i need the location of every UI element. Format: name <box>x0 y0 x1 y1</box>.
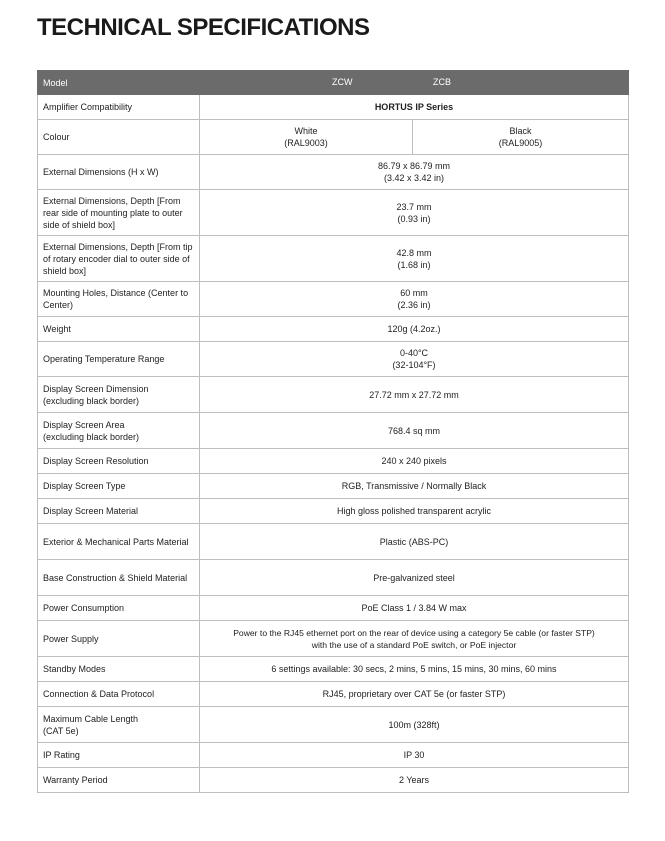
table-row <box>38 317 629 342</box>
row-label: External Dimensions, Depth [From rear side of mounting plate to outer side of shield box] <box>38 190 200 236</box>
colour-black-cell <box>413 120 629 155</box>
row-value: (2.36 in) <box>397 300 431 310</box>
row-value: (0.93 in) <box>397 213 431 224</box>
value-cell <box>200 236 629 282</box>
table-row <box>38 282 629 317</box>
row-label: Warranty Period <box>38 768 200 793</box>
row-value: Black <box>509 126 532 136</box>
row-value: IP 30 <box>200 743 629 768</box>
row-value: 120g (4.2oz.) <box>200 317 629 342</box>
row-value: 2 Years <box>200 768 629 793</box>
row-value: 60 mm <box>400 288 428 298</box>
spec-table <box>37 70 629 793</box>
page-title: TECHNICAL SPECIFICATIONS <box>37 14 370 41</box>
colour-white-cell <box>200 120 413 155</box>
table-row <box>38 474 629 499</box>
row-value: with the use of a standard PoE switch, or PoE injector <box>311 639 517 650</box>
table-row <box>38 499 629 524</box>
row-value: (3.42 x 3.42 in) <box>383 173 445 183</box>
row-label: Weight <box>38 317 200 342</box>
table-row <box>38 413 629 449</box>
table-row <box>38 560 629 596</box>
header-model: Model <box>38 71 200 95</box>
table-row <box>38 524 629 560</box>
table-row <box>38 377 629 413</box>
row-label: Mounting Holes, Distance (Center to Center) <box>38 282 200 317</box>
row-label: Amplifier Compatibility <box>38 95 200 120</box>
table-row <box>38 95 629 120</box>
table-row <box>38 155 629 190</box>
row-label: Power Consumption <box>38 596 200 621</box>
row-label: Display Screen Type <box>38 474 200 499</box>
row-label: Display Screen Resolution <box>38 449 200 474</box>
row-value: RJ45, proprietary over CAT 5e (or faster STP) <box>200 682 629 707</box>
row-label: Maximum Cable Length <box>43 713 139 724</box>
row-value: HORTUS IP Series <box>200 95 629 120</box>
row-value: Pre-galvanized steel <box>200 560 629 596</box>
row-label: Connection & Data Protocol <box>38 682 200 707</box>
row-label: Exterior & Mechanical Parts Material <box>38 524 200 560</box>
row-value: RGB, Transmissive / Normally Black <box>200 474 629 499</box>
row-label: Standby Modes <box>38 657 200 682</box>
row-value: Power to the RJ45 ethernet port on the rear of device using a category 5e cable (or faster STP) <box>233 627 595 638</box>
row-value: 6 settings available: 30 secs, 2 mins, 5 mins, 15 mins, 30 mins, 60 mins <box>200 657 629 682</box>
row-value: 768.4 sq mm <box>200 413 629 449</box>
row-value: 23.7 mm <box>396 201 432 212</box>
row-value: High gloss polished transparent acrylic <box>200 499 629 524</box>
label-cell <box>38 377 200 413</box>
table-row <box>38 707 629 743</box>
header-models <box>200 71 629 95</box>
row-label: Operating Temperature Range <box>38 342 200 377</box>
row-value: (RAL9005) <box>498 138 543 148</box>
table-row <box>38 342 629 377</box>
row-label: External Dimensions (H x W) <box>38 155 200 190</box>
header-zcb: ZCB <box>433 77 451 87</box>
row-label: Base Construction & Shield Material <box>38 560 200 596</box>
table-row <box>38 682 629 707</box>
row-label: Power Supply <box>38 621 200 657</box>
row-value: 27.72 mm x 27.72 mm <box>200 377 629 413</box>
row-label: (excluding black border) <box>43 431 140 442</box>
row-label: External Dimensions, Depth [From tip of rotary encoder dial to outer side of shield box] <box>38 236 200 282</box>
row-label: Display Screen Area <box>43 419 125 430</box>
table-row <box>38 596 629 621</box>
row-value: 42.8 mm <box>396 247 432 258</box>
header-zcw: ZCW <box>332 77 353 87</box>
table-row <box>38 743 629 768</box>
table-row <box>38 236 629 282</box>
row-value: PoE Class 1 / 3.84 W max <box>200 596 629 621</box>
row-label: (excluding black border) <box>43 395 140 406</box>
table-row <box>38 449 629 474</box>
value-cell <box>200 282 629 317</box>
row-value: (RAL9003) <box>284 138 328 148</box>
row-label: Display Screen Dimension <box>43 383 149 394</box>
value-cell <box>200 155 629 190</box>
label-cell <box>38 707 200 743</box>
table-row <box>38 120 629 155</box>
value-cell <box>200 190 629 236</box>
value-cell <box>200 342 629 377</box>
row-value: White <box>294 126 318 136</box>
row-value: (32-104°F) <box>392 360 436 370</box>
table-row <box>38 657 629 682</box>
row-value: 0-40°C <box>399 348 429 358</box>
row-value: 240 x 240 pixels <box>200 449 629 474</box>
table-header-row <box>38 71 629 95</box>
value-cell <box>200 621 629 657</box>
row-label: Colour <box>38 120 200 155</box>
label-cell <box>38 413 200 449</box>
table-row <box>38 768 629 793</box>
row-value: 100m (328ft) <box>200 707 629 743</box>
row-value: 86.79 x 86.79 mm <box>377 161 451 171</box>
row-label: (CAT 5e) <box>43 725 79 736</box>
row-value: Plastic (ABS-PC) <box>200 524 629 560</box>
table-row <box>38 621 629 657</box>
row-value: (1.68 in) <box>397 259 431 270</box>
row-label: IP Rating <box>38 743 200 768</box>
row-label: Display Screen Material <box>38 499 200 524</box>
table-row <box>38 190 629 236</box>
